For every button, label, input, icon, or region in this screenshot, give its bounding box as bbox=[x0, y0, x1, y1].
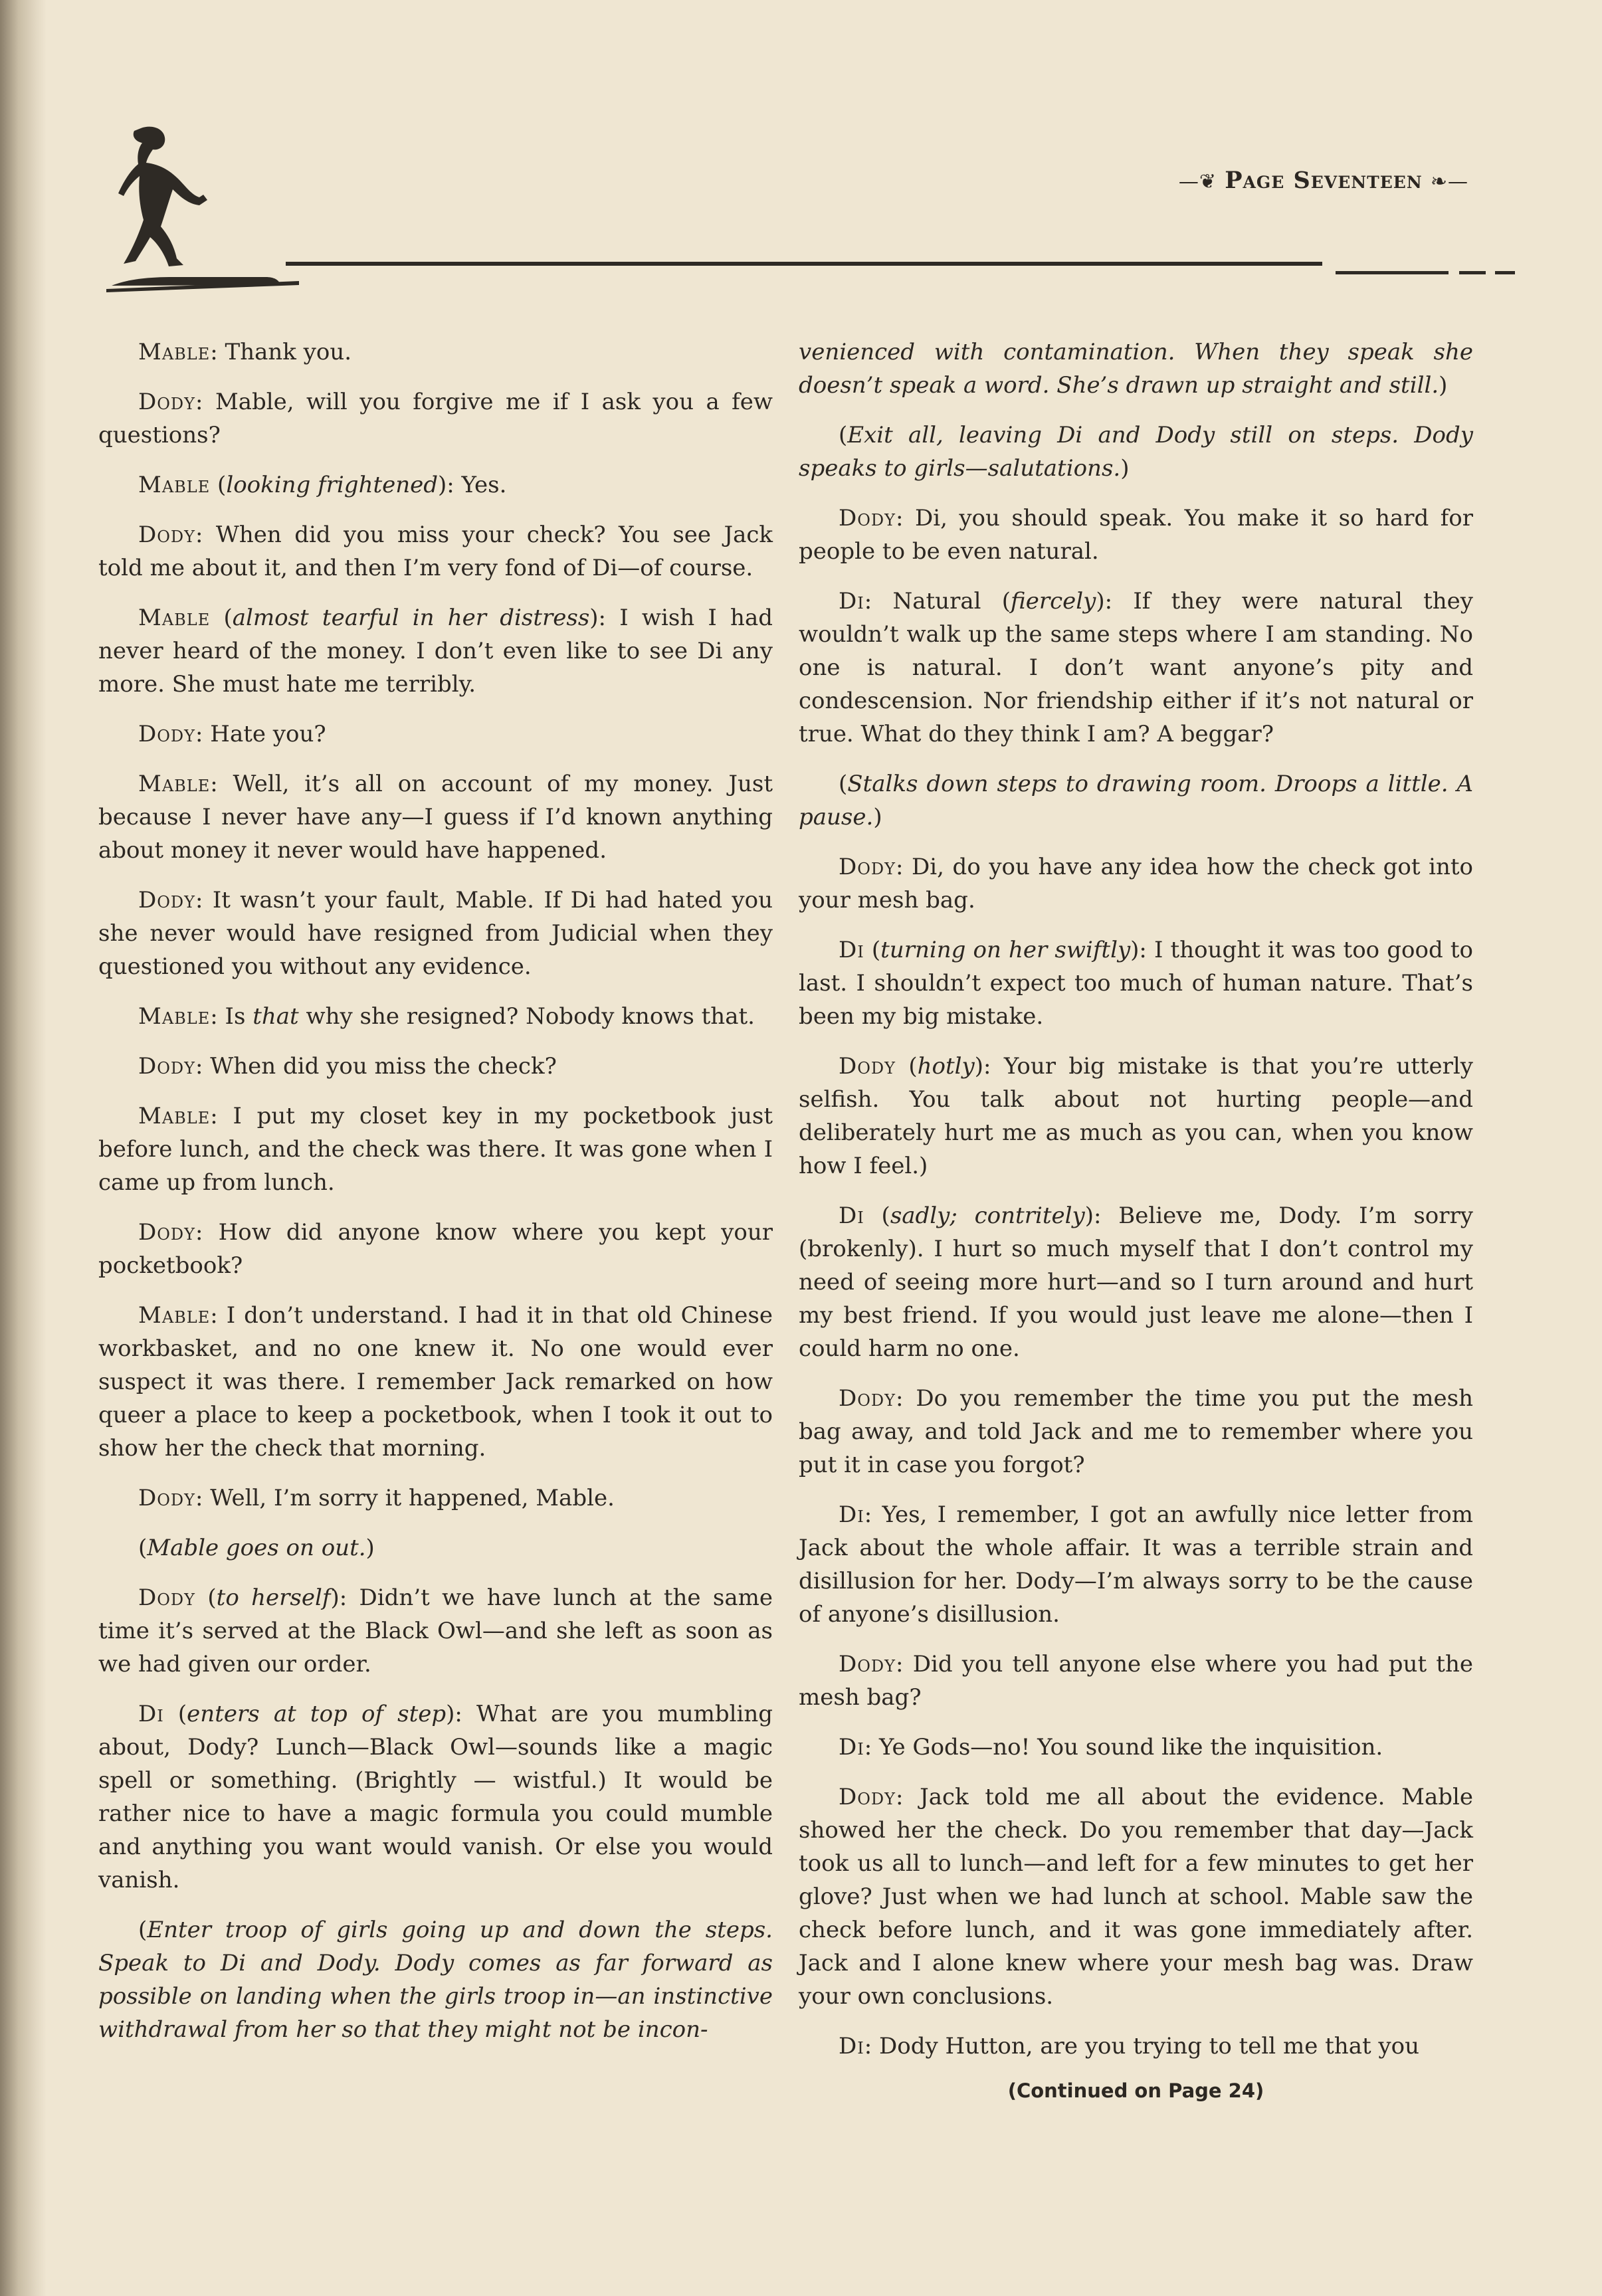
dialogue-paragraph bbox=[799, 1199, 1473, 1365]
speaker-name: Di bbox=[839, 1202, 864, 1229]
speaker-name: Mable bbox=[138, 771, 211, 797]
speaker-name: Di bbox=[839, 1501, 864, 1528]
dialogue-paragraph bbox=[98, 1531, 773, 1565]
speaker-name: Dody bbox=[138, 887, 196, 913]
pre-text: ( bbox=[210, 605, 233, 631]
page-header bbox=[100, 123, 1468, 296]
speaker-name: Mable bbox=[138, 472, 211, 498]
runner-figure-icon bbox=[100, 123, 312, 292]
dialogue-paragraph bbox=[98, 1482, 773, 1515]
line-text: ): What are you mumbling about, Dody? Lunch—Black Owl—sounds like a magic spell or something. (Brightly — wistful.) It would be rather nice to have a magic formula you could mumble and anything you want would vanish. Or else you would vanish. bbox=[98, 1701, 773, 1893]
dialogue-paragraph bbox=[98, 385, 773, 452]
speaker-name: Mable bbox=[138, 605, 211, 631]
speaker-name: Dody bbox=[138, 1584, 196, 1611]
speaker-name: Mable bbox=[138, 1103, 211, 1129]
speaker-name: Dody bbox=[138, 721, 196, 747]
pre-text: ( bbox=[210, 472, 227, 498]
stage-direction: venienced with contamination. When they speak she doesn’t speak a word. She’s drawn up straight and still. bbox=[799, 339, 1473, 399]
line-text: ): If they were natural they wouldn’t walk up the same steps where I am standing. No one is natural. I don’t want anyone’s pity and condescension. Nor friendship either if it’s not natural or true. What do they think I am? A beggar? bbox=[799, 588, 1473, 747]
stage-direction: Mable goes on out. bbox=[147, 1535, 366, 1561]
dialogue-paragraph bbox=[799, 1731, 1473, 1764]
line-text: ): Didn’t we have lunch at the same time it’s served at the Black Owl—and she left as soon as we had given our order. bbox=[98, 1584, 773, 1677]
speaker-name: Dody bbox=[839, 1651, 896, 1677]
line-text: : It wasn’t your fault, Mable. If Di had hated you she never would have resigned from Judicial when they questioned you without any evidence. bbox=[98, 887, 773, 980]
dialogue-paragraph bbox=[799, 1648, 1473, 1714]
line-text: : Hate you? bbox=[195, 721, 326, 747]
dialogue-paragraph bbox=[799, 1382, 1473, 1482]
header-rule-dash bbox=[1459, 271, 1486, 274]
line-text: : Jack told me all about the evidence. Mable showed her the check. Do you remember that day—Jack took us all to lunch—and left for a few minutes to get her glove? Just when we had lunch at school. Mable saw the check before lunch, and it was gone immediately after. Jack and I alone knew where your mesh bag was. Draw your own conclusions. bbox=[799, 1784, 1473, 2010]
stage-direction: almost tearful in her distress bbox=[232, 605, 590, 631]
ornament-left-icon: —❦ bbox=[1178, 170, 1217, 193]
pre-text: ( bbox=[839, 422, 848, 448]
dialogue-paragraph bbox=[799, 335, 1473, 402]
page-gutter-shadow bbox=[0, 0, 47, 2296]
line-text: : Do you remember the time you put the mesh bag away, and told Jack and me to remember where you put it in case you forgot? bbox=[799, 1385, 1473, 1478]
dialogue-paragraph bbox=[799, 585, 1473, 751]
dialogue-paragraph bbox=[799, 1050, 1473, 1183]
line-text: ) bbox=[873, 804, 882, 830]
stage-direction: enters at top of step bbox=[187, 1701, 447, 1727]
dialogue-paragraph bbox=[98, 1100, 773, 1199]
speaker-name: Mable bbox=[138, 1003, 211, 1030]
speaker-name: Dody bbox=[138, 1219, 196, 1246]
dialogue-paragraph bbox=[799, 850, 1473, 917]
pre-text: ( bbox=[896, 1053, 918, 1080]
speaker-name: Dody bbox=[839, 505, 896, 531]
dialogue-paragraph bbox=[98, 1050, 773, 1083]
speaker-name: Mable bbox=[138, 339, 211, 365]
dialogue-paragraph bbox=[98, 1299, 773, 1465]
pre-text: : Natural ( bbox=[864, 588, 1011, 615]
line-text: ): Believe me, Dody. I’m sorry (brokenly). I hurt so much myself that I don’t control my need of seeing more hurt—and so I turn around and hurt my best friend. If you would just leave me alone—then I could harm no one. bbox=[799, 1202, 1473, 1362]
line-text: why she resigned? Nobody knows that. bbox=[298, 1003, 755, 1030]
line-text: : Di, you should speak. You make it so hard for people to be even natural. bbox=[799, 505, 1473, 565]
page-number-label bbox=[1179, 167, 1468, 194]
dialogue-paragraph bbox=[799, 2030, 1473, 2063]
line-text: : Well, I’m sorry it happened, Mable. bbox=[195, 1485, 615, 1511]
line-text: : Mable, will you forgive me if I ask you a few questions? bbox=[98, 389, 773, 448]
speaker-name: Di bbox=[138, 1701, 164, 1727]
line-text: : When did you miss the check? bbox=[195, 1053, 557, 1080]
pre-text: ( bbox=[864, 937, 881, 963]
speaker-name: Dody bbox=[839, 1784, 896, 1810]
dialogue-paragraph bbox=[98, 718, 773, 751]
line-text: : How did anyone know where you kept your pocketbook? bbox=[98, 1219, 773, 1279]
stage-direction: that bbox=[252, 1003, 299, 1030]
dialogue-paragraph bbox=[799, 502, 1473, 568]
right-text-column bbox=[799, 335, 1473, 2102]
speaker-name: Dody bbox=[138, 522, 196, 548]
speaker-name: Dody bbox=[138, 1053, 196, 1080]
stage-direction: turning on her swiftly bbox=[880, 937, 1131, 963]
dialogue-paragraph bbox=[799, 767, 1473, 834]
speaker-name: Di bbox=[839, 937, 864, 963]
dialogue-paragraph bbox=[98, 335, 773, 369]
dialogue-paragraph bbox=[98, 767, 773, 867]
left-text-column bbox=[98, 335, 773, 2063]
ornament-right-icon: ❧— bbox=[1430, 170, 1468, 193]
line-text: : I don’t understand. I had it in that old Chinese workbasket, and no one knew it. No one would ever suspect it was there. I remember Jack remarked on how queer a place to keep a pocketbook, when I took it out to show her the check that morning. bbox=[98, 1302, 773, 1462]
line-text: ): I wish I had never heard of the money. I don’t even like to see Di any more. She must hate me terribly. bbox=[98, 605, 773, 698]
dialogue-paragraph bbox=[98, 468, 773, 502]
speaker-name: Dody bbox=[138, 1485, 196, 1511]
pre-text: ( bbox=[163, 1701, 187, 1727]
speaker-name: Dody bbox=[839, 854, 896, 880]
dialogue-paragraph bbox=[98, 1581, 773, 1681]
line-text: : Dody Hutton, are you trying to tell me that you bbox=[864, 2033, 1420, 2059]
speaker-name: Di bbox=[839, 1734, 864, 1761]
dialogue-paragraph bbox=[98, 1913, 773, 2046]
dialogue-paragraph bbox=[98, 884, 773, 983]
speaker-name: Dody bbox=[138, 389, 196, 415]
line-text: ) bbox=[1120, 455, 1130, 482]
line-text: : Ye Gods—no! You sound like the inquisition. bbox=[864, 1734, 1383, 1761]
line-text: ): I thought it was too good to last. I shouldn’t expect too much of human nature. That’s been my big mistake. bbox=[799, 937, 1473, 1030]
line-text: : Di, do you have any idea how the check got into your mesh bag. bbox=[799, 854, 1473, 913]
pre-text: ( bbox=[839, 771, 848, 797]
header-rule-dash bbox=[1495, 271, 1515, 274]
stage-direction: Stalks down steps to drawing room. Droops a little. A pause. bbox=[799, 771, 1473, 830]
dialogue-paragraph bbox=[98, 1216, 773, 1282]
stage-direction: sadly; contritely bbox=[890, 1202, 1085, 1229]
dialogue-paragraph bbox=[98, 601, 773, 701]
page-number-text: Page Seventeen bbox=[1225, 167, 1423, 194]
pre-text: ( bbox=[195, 1584, 217, 1611]
speaker-name: Dody bbox=[839, 1385, 896, 1412]
line-text: ): Your big mistake is that you’re utterly selfish. You talk about not hurting people—and deliberately hurt me as much as you can, when you know how I feel.) bbox=[799, 1053, 1473, 1179]
stage-direction: Enter troop of girls going up and down the steps. Speak to Di and Dody. Dody comes as far forward as possible on landing when the girls troop in—an instinctive withdrawal from her so that they might not be incon- bbox=[98, 1917, 773, 2043]
line-text: : Did you tell anyone else where you had put the mesh bag? bbox=[799, 1651, 1473, 1711]
dialogue-paragraph bbox=[799, 419, 1473, 485]
line-text: ) bbox=[365, 1535, 375, 1561]
pre-text: ( bbox=[864, 1202, 890, 1229]
stage-direction: Exit all, leaving Di and Dody still on steps. Dody speaks to girls—salutations. bbox=[799, 422, 1473, 482]
line-text: : Thank you. bbox=[210, 339, 352, 365]
dialogue-paragraph bbox=[799, 1780, 1473, 2013]
stage-direction: to herself bbox=[216, 1584, 331, 1611]
line-text: : I put my closet key in my pocketbook just before lunch, and the check was there. It was gone when I came up from lunch. bbox=[98, 1103, 773, 1196]
dialogue-paragraph bbox=[98, 518, 773, 585]
speaker-name: Dody bbox=[839, 1053, 896, 1080]
dialogue-paragraph bbox=[799, 1498, 1473, 1631]
pre-text: ( bbox=[138, 1535, 148, 1561]
speaker-name: Di bbox=[839, 588, 864, 615]
header-rule bbox=[286, 262, 1322, 266]
stage-direction: looking frightened bbox=[226, 472, 439, 498]
header-rule-dash bbox=[1336, 271, 1449, 274]
line-text: : Yes, I remember, I got an awfully nice letter from Jack about the whole affair. It was a terrible strain and disillusion for her. Dody—I’m always sorry to be the cause of anyone’s disillusion. bbox=[799, 1501, 1473, 1628]
line-text: : When did you miss your check? You see Jack told me about it, and then I’m very fond of Di—of course. bbox=[98, 522, 773, 581]
line-text: ) bbox=[1439, 372, 1448, 399]
pre-text: : Is bbox=[210, 1003, 253, 1030]
dialogue-paragraph bbox=[799, 933, 1473, 1033]
pre-text: ( bbox=[138, 1917, 148, 1943]
line-text: ): Yes. bbox=[438, 472, 507, 498]
dialogue-paragraph bbox=[98, 1000, 773, 1033]
continued-note: (Continued on Page 24) bbox=[1007, 2079, 1264, 2102]
dialogue-paragraph bbox=[98, 1697, 773, 1897]
stage-direction: hotly bbox=[917, 1053, 975, 1080]
speaker-name: Mable bbox=[138, 1302, 211, 1329]
speaker-name: Di bbox=[839, 2033, 864, 2059]
line-text: : Well, it’s all on account of my money. Just because I never have any—I guess if I’d known anything about money it never would have happened. bbox=[98, 771, 773, 864]
stage-direction: fiercely bbox=[1011, 588, 1096, 615]
